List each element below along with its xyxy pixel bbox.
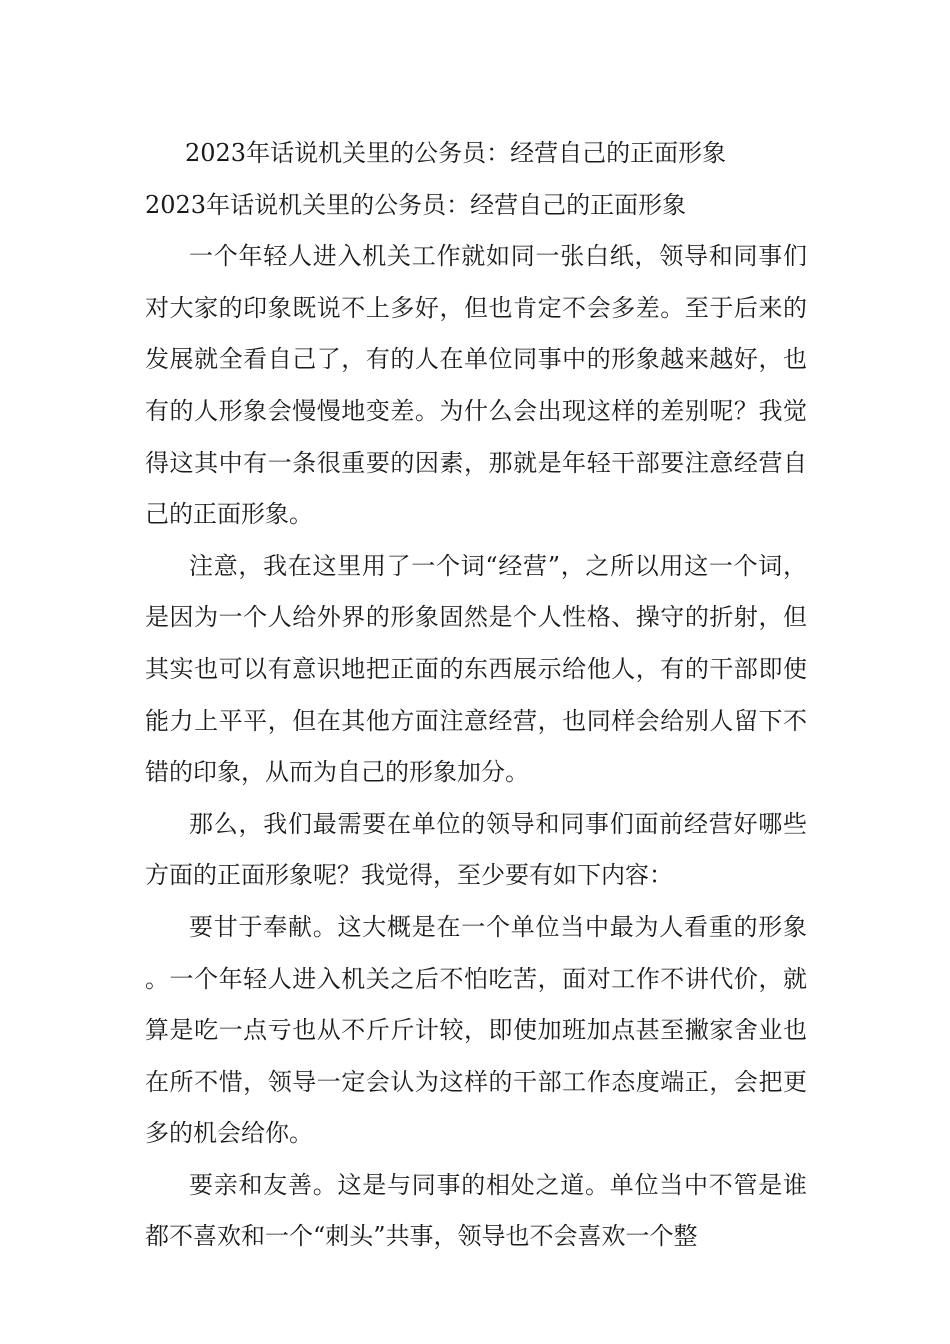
document-title: 2023年话说机关里的公务员：经营自己的正面形象	[185, 139, 727, 167]
paragraph-dedication: 要甘于奉献。这大概是在一个单位当中最为人看重的形象。一个年轻人进入机关之后不怕吃苦，面对工作不讲代价，就算是吃一点亏也从不斤斤计较，即使加班加点甚至撇家舍业也在所不惜，领导一定会认为这样的干部工作态度端正，会把更多的机会给你。	[145, 912, 807, 1148]
paragraph-operate: 注意，我在这里用了一个词“经营”，之所以用这一个词，是因为一个人给外界的形象固然是个人性格、操守的折射，但其实也可以有意识地把正面的东西展示给他人，有的干部即使能力上平平，但在其他方面注意经营，也同样会给别人留下不错的印象，从而为自己的形象加分。	[145, 551, 807, 787]
document-body	[145, 128, 807, 1263]
paragraph-question: 那么，我们最需要在单位的领导和同事们面前经营好哪些方面的正面形象呢？我觉得，至少要有如下内容：	[145, 809, 807, 890]
paragraph-intro: 一个年轻人进入机关工作就如同一张白纸，领导和同事们对大家的印象既说不上多好，但也肯定不会多差。至于后来的发展就全看自己了，有的人在单位同事中的形象越来越好，也有的人形象会慢慢地变差。为什么会出现这样的差别呢？我觉得这其中有一条很重要的因素，那就是年轻干部要注意经营自己的正面形象。	[145, 242, 807, 529]
paragraph-friendly: 要亲和友善。这是与同事的相处之道。单位当中不管是谁都不喜欢和一个“刺头”共事，领导也不会喜欢一个整	[145, 1170, 807, 1251]
document-title-repeat: 2023年话说机关里的公务员：经营自己的正面形象	[145, 190, 687, 219]
